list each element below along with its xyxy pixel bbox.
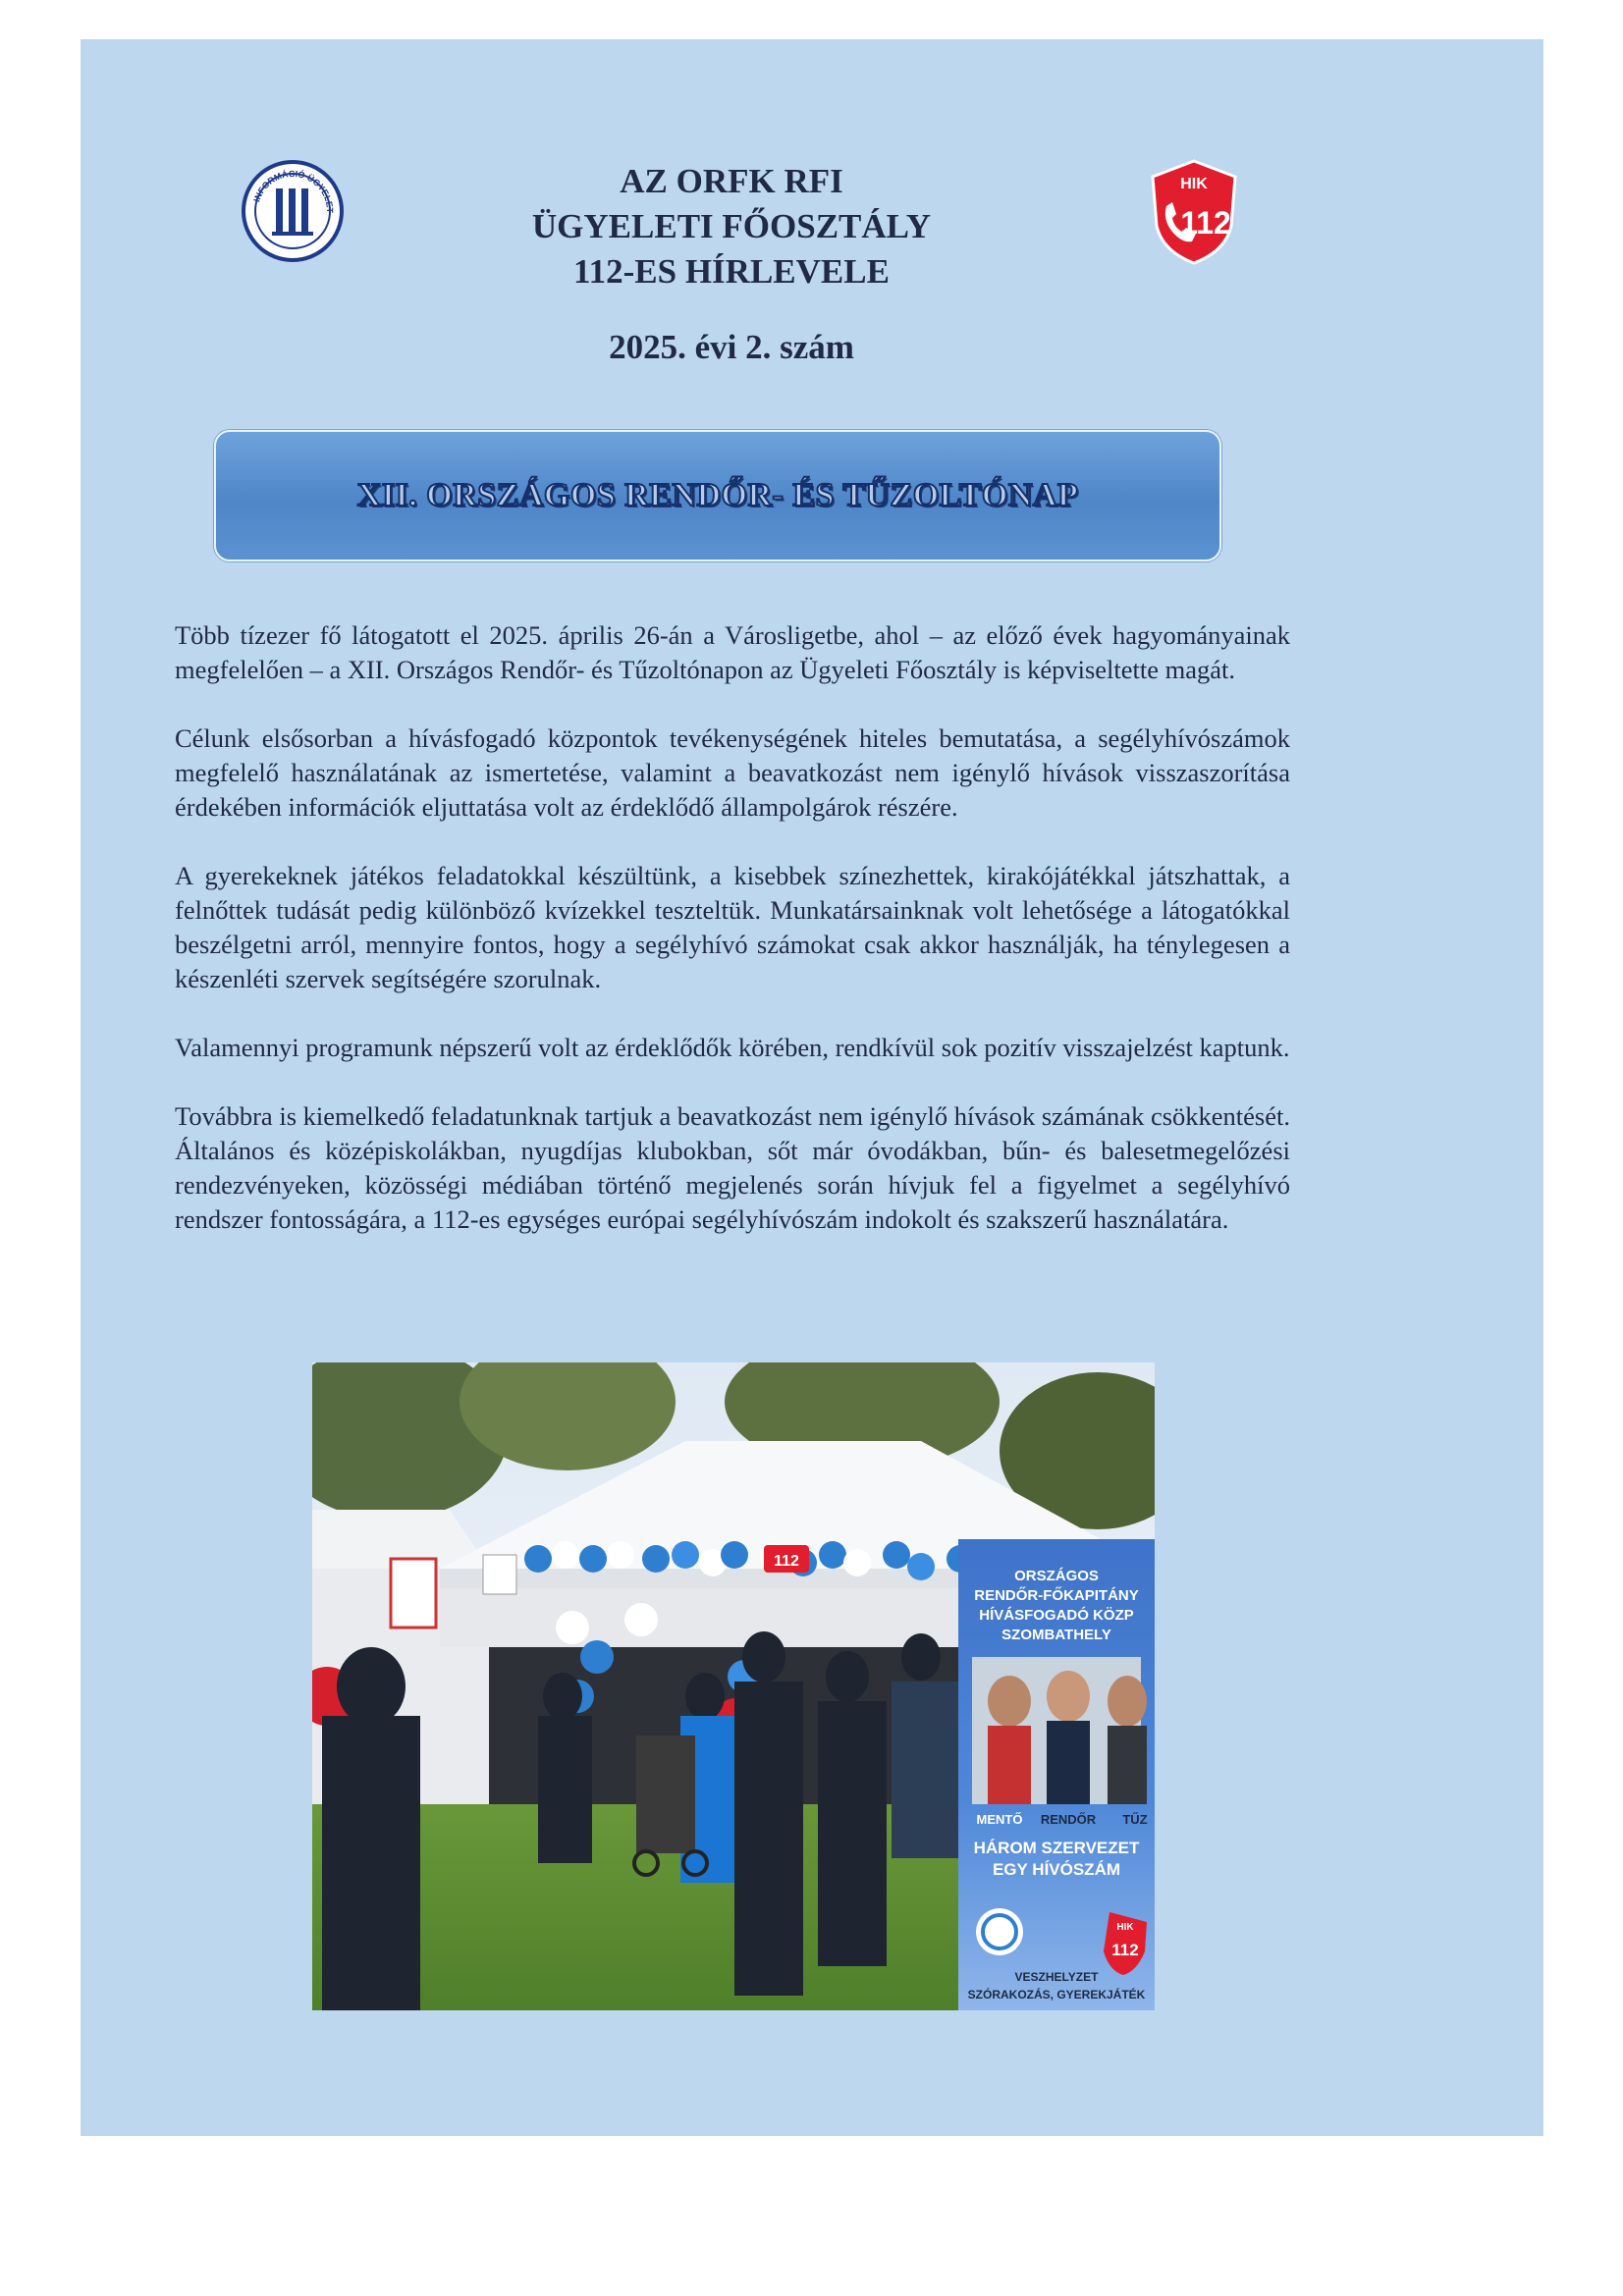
issue-number: 2025. évi 2. szám	[609, 328, 854, 366]
slogan-line-1: HÁROM SZERVEZET	[973, 1839, 1140, 1857]
article-paragraph: Célunk elsősorban a hívásfogadó központok tevékenységének hiteles bemutatása, a segélyhívószámok megfelelő használatának az ismertetése, valamint a beavatkozást nem igénylő hívások visszaszorítása érdekében információk eljuttatása volt az érdeklődő állampolgárok részére.	[175, 723, 1290, 822]
banner-title: XII. ORSZÁGOS RENDŐR- ÉS TŰZOLTÓNAP	[356, 477, 1079, 513]
newsletter-header	[295, 159, 1168, 367]
emblem-text: INFORMÁCIÓ ÜGYELET	[251, 168, 336, 214]
rollup-line-1: ORSZÁGOS	[1014, 1568, 1099, 1584]
hik-number: 112	[1180, 205, 1231, 240]
event-photo	[312, 1362, 1155, 2010]
rollup-footer-1: VESZHELYZET	[1014, 1970, 1099, 1984]
rollup-line-3: HÍVÁSFOGADÓ KÖZP	[979, 1607, 1134, 1624]
role-label-3: TŰZ	[1122, 1812, 1148, 1827]
rollup-line-2: RENDŐR-FŐKAPITÁNY	[974, 1587, 1139, 1604]
article-paragraph: Továbbra is kiemelkedő feladatunknak tartjuk a beavatkozást nem igénylő hívások számának csökkentését. Általános és középiskolákban, nyugdíjas klubokban, sőt már óvodákban, bűn- és balesetmegelőzési rendezvényeken, közösségi médiában történő megjelenés során hívjuk fel a figyelmet a segélyhívó rendszer fontosságára, a 112-es egységes európai segélyhívószám indokolt és szakszerű használatára.	[175, 1101, 1290, 1234]
article-paragraph: A gyerekeknek játékos feladatokkal készültünk, a kisebbek színezhettek, kirakójátékkal játszhattak, a felnőttek tudását pedig különböző kvízekkel teszteltük. Munkatársainknak volt lehetősége a látogatókkal beszélgetni arról, mennyire fontos, hogy a segélyhívó számokat csak akkor használják, ha ténylegesen a készenléti szervek segítségére szorulnak.	[175, 861, 1290, 993]
header-line-1: AZ ORFK RFI	[620, 162, 843, 200]
article-paragraph: Több tízezer fő látogatott el 2025. április 26-án a Városligetbe, ahol – az előző évek hagyományainak megfelelően – a XII. Országos Rendőr- és Tűzoltónapon az Ügyeleti Főosztály is képviseltette magát.	[175, 620, 1290, 684]
title-banner	[214, 430, 1221, 561]
header-line-2: ÜGYELETI FŐOSZTÁLY	[531, 207, 932, 245]
role-label-2: RENDŐR	[1040, 1812, 1097, 1827]
rollup-badge-number: 112	[1111, 1941, 1139, 1959]
tent-sign-text: 112	[774, 1553, 799, 1570]
rollup-badge-label: HIK	[1116, 1922, 1134, 1933]
article-paragraph: Valamennyi programunk népszerű volt az érdeklődők körében, rendkívül sok pozitív visszajelzést kaptunk.	[175, 1033, 1290, 1062]
header-line-3: 112-ES HÍRLEVELE	[573, 252, 890, 291]
rollup-footer-2: SZÓRAKOZÁS, GYEREKJÁTÉK	[967, 1988, 1146, 2002]
article-body	[175, 618, 1290, 1271]
rollup-line-4: SZOMBATHELY	[1001, 1627, 1111, 1643]
role-label-1: MENTŐ	[976, 1812, 1023, 1827]
hik-label: HIK	[1180, 176, 1208, 192]
slogan-line-2: EGY HÍVÓSZÁM	[992, 1860, 1121, 1879]
